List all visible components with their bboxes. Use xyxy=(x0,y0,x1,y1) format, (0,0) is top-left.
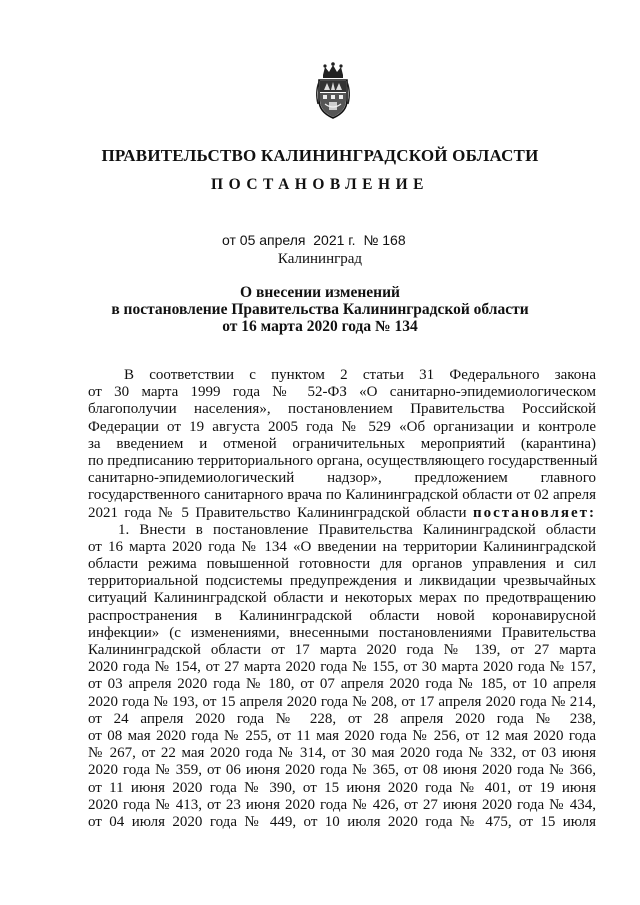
body-line: территориальной подсистемы предупреждения и ликвидации чрезвычайных xyxy=(88,573,596,590)
body-line: от 24 апреля 2020 года № 228, от 28 апреля 2020 года № 238, xyxy=(88,710,596,727)
body-line: области режима повышенной готовности для органов управления и сил xyxy=(88,556,596,573)
subject-line: в постановление Правительства Калининградской области xyxy=(111,301,529,318)
body-line: распространения в Калининградской области новой коронавирусной xyxy=(88,607,596,624)
body-line: от 04 июля 2020 года № 449, от 10 июля 2020 года № 475, от 15 июля xyxy=(88,813,596,830)
body-line: государственного санитарного врача по Калининградской области от 02 апреля xyxy=(88,487,596,504)
body-line: Федерации от 19 августа 2005 года № 529 «Об организации и контроле xyxy=(88,418,596,435)
body-line: по предписанию территориального органа, осуществляющего государственный xyxy=(88,452,598,469)
government-title: ПРАВИТЕЛЬСТВО КАЛИНИНГРАДСКОЙ ОБЛАСТИ xyxy=(101,146,539,165)
body-line-resolution xyxy=(88,505,596,522)
document-city: Калининград xyxy=(277,251,363,267)
subject-line: от 16 марта 2020 года № 134 xyxy=(222,318,418,335)
document-body xyxy=(88,367,596,831)
body-line: от 11 июня 2020 года № 390, от 15 июня 2020 года № 401, от 19 июня xyxy=(88,779,596,796)
coat-of-arms-icon xyxy=(314,62,352,120)
body-line: санитарно-эпидемиологический надзор», предложением главного xyxy=(88,470,596,487)
document-type: ПОСТАНОВЛЕНИЕ xyxy=(211,176,429,193)
body-line: 1. Внести в постановление Правительства Калининградской области xyxy=(118,521,596,538)
body-line: от 08 мая 2020 года № 255, от 11 мая 2020 года № 256, от 12 мая 2020 года xyxy=(88,727,596,744)
body-line: ситуаций Калининградской области и некоторых мерах по предотвращению xyxy=(88,590,596,607)
body-line: от 16 марта 2020 года № 134 «О введении на территории Калининградской xyxy=(88,538,596,555)
document-date-number: от 05 апреля 2021 г. № 168 xyxy=(222,232,406,248)
resolution-prefix: 2021 года № 5 Правительство Калининградской области xyxy=(88,504,467,521)
resolution-verb: постановляет: xyxy=(472,504,597,521)
body-line: инфекции» (с изменениями, внесенными постановлениями Правительства xyxy=(88,624,596,641)
document-subject xyxy=(0,284,640,335)
body-line: за введением и отменой ограничительных мероприятий (карантина) xyxy=(88,435,596,452)
body-line: от 03 апреля 2020 года № 180, от 07 апреля 2020 года № 185, от 10 апреля xyxy=(88,676,596,693)
body-line: Калининградской области от 17 марта 2020 года № 139, от 27 марта xyxy=(88,642,596,658)
body-line: 2020 года № 193, от 15 апреля 2020 года № 208, от 17 апреля 2020 года № 214, xyxy=(88,693,596,710)
body-line: 2020 года № 359, от 06 июня 2020 года № 365, от 08 июня 2020 года № 366, xyxy=(88,762,596,779)
body-line: В соответствии с пунктом 2 статьи 31 Федерального закона xyxy=(124,367,596,383)
subject-line: О внесении изменений xyxy=(240,284,400,301)
body-line: благополучии населения», постановлением Правительства Российской xyxy=(88,401,596,418)
body-line: № 267, от 22 мая 2020 года № 314, от 30 мая 2020 года № 332, от 03 июня xyxy=(88,745,596,762)
body-line: от 30 марта 1999 года № 52-ФЗ «О санитарно-эпидемиологическом xyxy=(88,384,596,401)
body-line: 2020 года № 413, от 23 июня 2020 года № 426, от 27 июня 2020 года № 434, xyxy=(88,796,596,813)
body-line: 2020 года № 154, от 27 марта 2020 года № 155, от 30 марта 2020 года № 157, xyxy=(88,659,596,676)
